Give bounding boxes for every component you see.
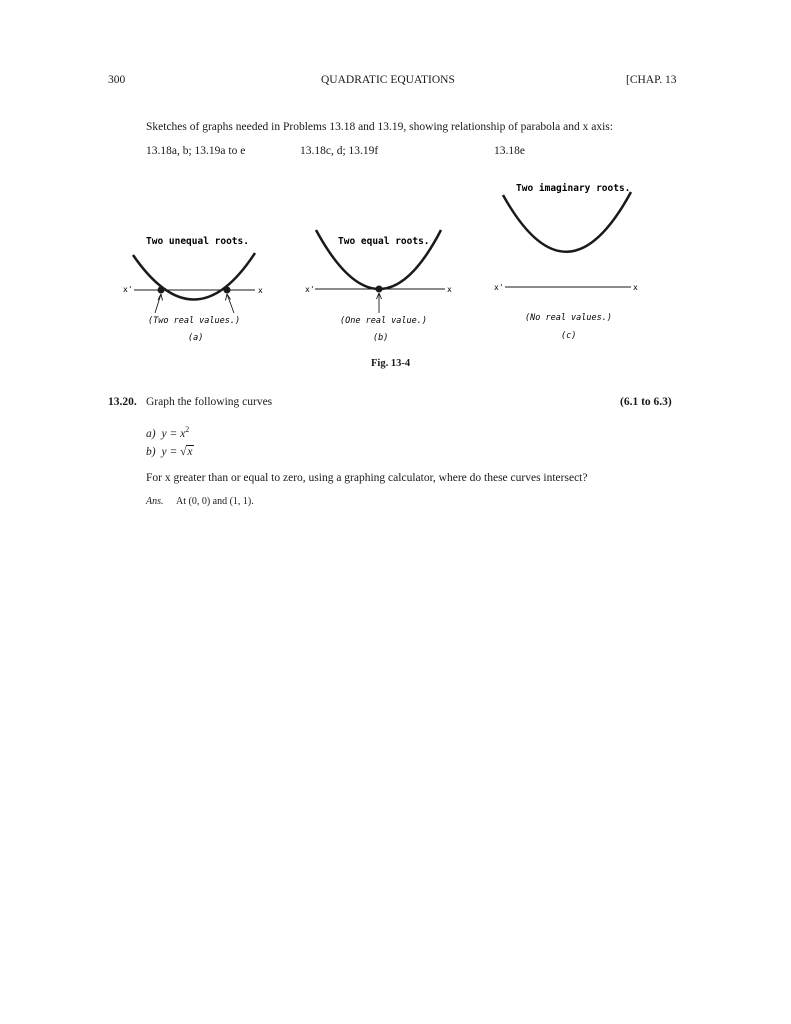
panel-a-arrow-1 xyxy=(155,294,161,313)
part-b xyxy=(146,446,194,458)
panel-c-axis-left: x' xyxy=(494,283,504,292)
radical-sign-icon: √ xyxy=(180,446,187,458)
part-a-exponent: 2 xyxy=(185,425,190,434)
part-a-label: a) xyxy=(146,427,156,440)
answer-label: Ans. xyxy=(146,496,164,507)
problem-reference: (6.1 to 6.3) xyxy=(620,396,672,408)
problem-question: For x greater than or equal to zero, using a graphing calculator, where do these curves intersect? xyxy=(146,472,588,484)
page-number: 300 xyxy=(108,74,126,86)
panel-b-heading: Two equal roots. xyxy=(338,236,430,247)
panel-a-axis-left: x' xyxy=(123,285,133,294)
panel-c-parabola xyxy=(503,192,631,252)
part-b-equation: y = xyxy=(161,446,178,458)
part-b-label: b) xyxy=(146,446,156,458)
panel-c-heading: Two imaginary roots. xyxy=(516,183,631,194)
panel-b xyxy=(305,230,452,343)
panel-a-tag: (a) xyxy=(188,333,204,343)
figure-caption: Fig. 13-4 xyxy=(371,358,411,369)
panel-b-axis-right: x xyxy=(447,285,452,294)
part-b-radicand: x xyxy=(187,446,193,458)
panel-c-axis-right: x xyxy=(633,283,638,292)
panel-a-axis-right: x xyxy=(258,286,263,295)
panel-a-note: (Two real values.) xyxy=(148,316,241,326)
intro-col-a: 13.18a, b; 13.19a to e xyxy=(146,145,246,157)
intro-col-b: 13.18c, d; 13.19f xyxy=(300,145,379,157)
intro-col-c: 13.18e xyxy=(494,145,525,157)
panel-a xyxy=(123,236,263,343)
panel-a-root-2 xyxy=(224,287,231,294)
panel-c-tag: (c) xyxy=(561,331,577,341)
panel-b-root xyxy=(376,286,383,293)
figure-13-4 xyxy=(0,0,791,380)
running-title: QUADRATIC EQUATIONS xyxy=(321,74,455,86)
panel-b-axis-left: x' xyxy=(305,285,315,294)
answer-text: At (0, 0) and (1, 1). xyxy=(176,496,254,507)
answer-line xyxy=(146,496,254,507)
part-a-equation: y = x xyxy=(161,427,186,440)
panel-b-note: (One real value.) xyxy=(340,316,427,326)
panel-c xyxy=(494,183,638,341)
sqrt-symbol xyxy=(180,446,193,458)
intro-text: Sketches of graphs needed in Problems 13.18 and 13.19, showing relationship of parabola and x axis: xyxy=(146,121,613,133)
panel-c-note: (No real values.) xyxy=(525,313,612,323)
panel-a-root-1 xyxy=(158,287,165,294)
panel-a-parabola xyxy=(133,253,255,300)
panel-b-tag: (b) xyxy=(373,333,389,343)
panel-a-arrow-2 xyxy=(227,294,234,313)
problem-number: 13.20. xyxy=(108,396,137,408)
panel-a-heading: Two unequal roots. xyxy=(146,236,249,247)
problem-statement: Graph the following curves xyxy=(146,396,273,408)
chapter-label: [CHAP. 13 xyxy=(626,74,677,86)
part-a xyxy=(146,425,189,440)
